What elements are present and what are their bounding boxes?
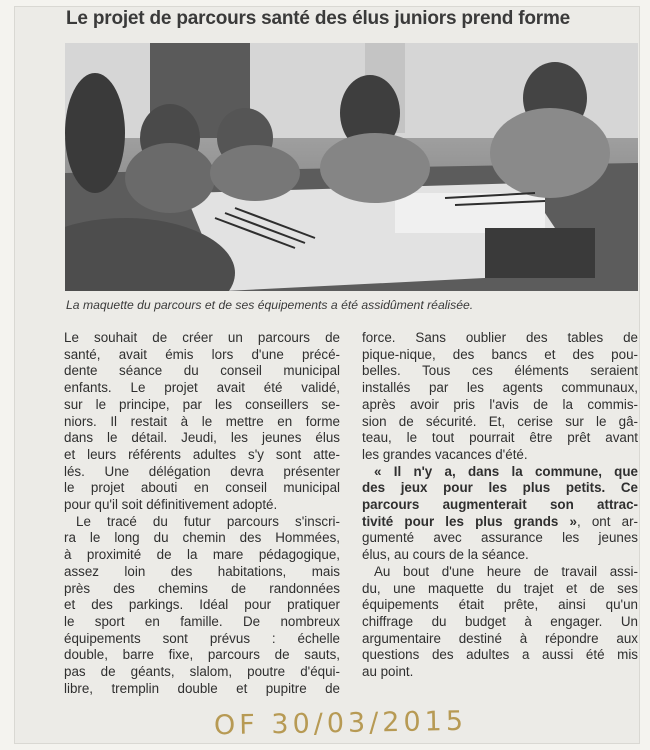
article-column-right	[362, 330, 638, 681]
handwritten-date-note: OF 30/03/2015	[213, 705, 468, 742]
right-line-15: du, une maquette du trajet et de ses	[362, 580, 638, 596]
right-line-3: installés par les agents communaux,	[362, 380, 638, 396]
left-line-15: près des chemins de randonnées	[64, 580, 340, 596]
left-line-18: équipements sont prévus : échelle	[64, 630, 340, 646]
right-line-20: au point.	[362, 664, 414, 680]
right-line-18: argumentaire destiné à répondre aux	[362, 630, 638, 646]
right-line-12: gumenté avec assurance les jeunes	[362, 530, 638, 546]
right-line-7: les grandes vacances d'été.	[362, 446, 528, 462]
left-line-6: dans le détail. Jeudi, les jeunes élus	[64, 430, 340, 446]
left-line-2: dente séance du conseil municipal	[64, 363, 340, 379]
photo-caption: La maquette du parcours et de ses équipements a été assidûment réalisée.	[66, 298, 474, 312]
left-line-5: niors. Il restait à le mettre en forme	[64, 413, 340, 429]
right-line-9: des jeux pour les plus petits. Ce	[362, 480, 638, 496]
right-line-19: questions des adultes a aussi été mis	[362, 647, 638, 663]
left-line-20: pas de géants, slalom, poutre d'équi-	[64, 664, 340, 680]
right-line-8: « Il n'y a, dans la commune, que	[374, 463, 638, 479]
left-line-11: Le tracé du futur parcours s'inscri-	[76, 513, 340, 529]
left-line-12: ra le long du chemin des Hommées,	[64, 530, 340, 546]
right-line-4: après avoir pris l'avis de la commis-	[362, 396, 638, 412]
left-line-16: et des parkings. Idéal pour pratiquer	[64, 597, 340, 613]
photo-children-working-on-model-icon	[65, 43, 638, 291]
right-line-13: élus, au cours de la séance.	[362, 547, 529, 563]
left-line-9: le projet abouti en conseil municipal	[64, 480, 340, 496]
left-line-19: double, barre fixe, parcours de sauts,	[64, 647, 340, 663]
left-line-13: à proximité de la mare pédagogique,	[64, 547, 340, 563]
right-line-1: pique-nique, des bancs et des pou-	[362, 346, 638, 362]
left-line-17: le sport en famille. De nombreux	[64, 613, 340, 629]
left-line-8: lés. Une délégation devra présenter	[64, 463, 340, 479]
article-column-left	[64, 330, 340, 697]
left-line-14: assez loin des habitations, mais	[64, 563, 340, 579]
right-line-6: teau, le tout pourrait être prêt avant	[362, 430, 638, 446]
left-line-21: libre, tremplin double et pupitre de	[64, 680, 340, 696]
left-line-1: santé, avait émis lors d'une précé-	[64, 346, 340, 362]
left-line-0: Le souhait de créer un parcours de	[64, 330, 340, 345]
article-photo	[65, 43, 638, 291]
right-line-0: force. Sans oublier des tables de	[362, 330, 638, 345]
left-line-4: sur le principe, par les conseillers se-	[64, 396, 340, 412]
left-line-3: enfants. Le projet avait été validé,	[64, 380, 340, 396]
right-line-16: équipements était prête, ainsi qu'un	[362, 597, 638, 613]
right-line-10: parcours augmenterait son attrac-	[362, 497, 638, 513]
right-line-2: belles. Tous ces éléments seraient	[362, 363, 638, 379]
article-headline: Le projet de parcours santé des élus juniors prend forme	[66, 8, 571, 29]
right-line-5: sion de sécurité. Et, cerise sur le gâ-	[362, 413, 638, 429]
right-line-17: chiffrage du budget à engager. Un	[362, 613, 638, 629]
left-line-7: et leurs référents adultes s'y sont atte-	[64, 446, 340, 462]
right-line-11: tivité pour les plus grands », ont ar-	[362, 513, 638, 529]
left-line-10: pour qu'il soit définitivement adopté.	[64, 497, 278, 513]
right-line-14: Au bout d'une heure de travail assi-	[374, 563, 638, 579]
